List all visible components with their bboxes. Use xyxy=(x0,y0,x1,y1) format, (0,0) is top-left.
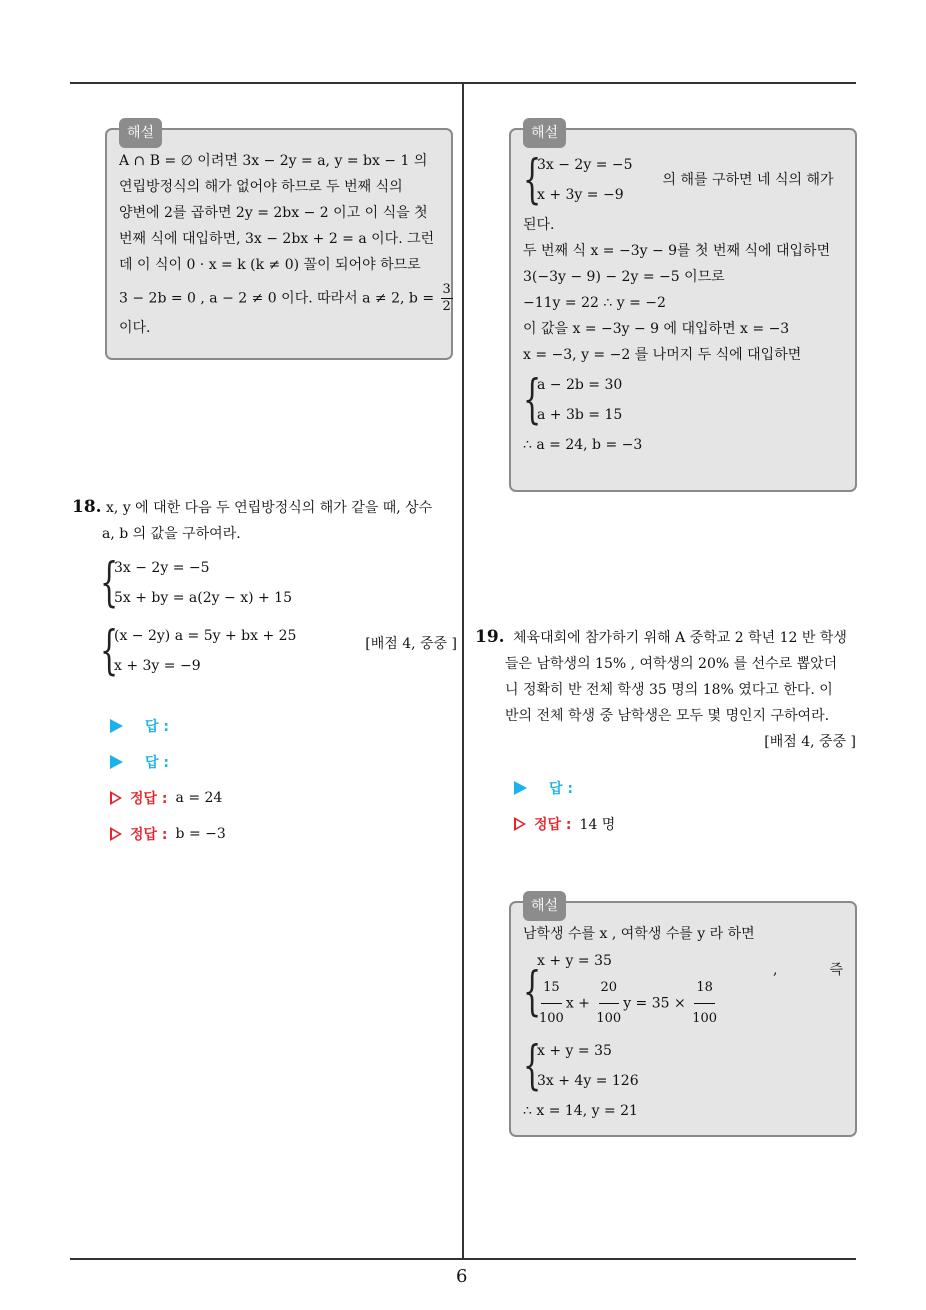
brace: { xyxy=(523,961,542,1022)
play-triangle-icon xyxy=(110,755,123,769)
frac-num: 15 xyxy=(541,973,562,1004)
brace: { xyxy=(523,370,542,430)
equation-part: x + xyxy=(565,995,590,1012)
correct-answer-row xyxy=(110,816,226,852)
correct-label: 정답 : xyxy=(534,817,572,833)
q19-answers xyxy=(514,770,615,842)
solution-line: 연립방정식의 해가 없어야 하므로 두 번째 식의 xyxy=(119,179,403,195)
equation-system xyxy=(523,949,843,1034)
answer-label: 답 : xyxy=(145,719,169,735)
correct-value: b = −3 xyxy=(175,826,226,842)
question-text: 반의 전체 학생 중 남학생은 모두 몇 명인지 구하여라. xyxy=(505,708,830,724)
correct-value: 14 명 xyxy=(579,817,616,833)
equation: a − 2b = 30 xyxy=(537,377,623,393)
play-triangle-icon xyxy=(110,719,123,733)
solution-line-prefix: 3 − 2b = 0 , a − 2 ≠ 0 이다. 따라서 a ≠ 2, b = xyxy=(119,290,435,307)
solution-line: 번째 식에 대입하면, 3x − 2bx + 2 = a 이다. 그런 xyxy=(119,231,435,247)
equation: 5x + by = a(2y − x) + 15 xyxy=(114,590,292,606)
fraction xyxy=(692,973,717,1034)
score-label: [배점 4, 중중 ] xyxy=(764,734,856,750)
solution-line: 두 번째 식 x = −3y − 9를 첫 번째 식에 대입하면 xyxy=(523,243,831,259)
brace: { xyxy=(523,1036,542,1096)
solution-line xyxy=(119,282,451,315)
solution-box-19 xyxy=(509,898,857,1137)
question-19 xyxy=(475,624,860,755)
answer-label: 답 : xyxy=(549,781,573,797)
comma: , xyxy=(773,962,778,978)
solution-line: −11y = 22 ∴ y = −2 xyxy=(523,295,666,311)
equation: x + y = 35 xyxy=(537,1043,612,1059)
frac-num: 18 xyxy=(694,973,715,1004)
outline-triangle-icon xyxy=(110,791,122,805)
correct-answer-row xyxy=(514,806,615,842)
correct-answer-row xyxy=(110,780,226,816)
equation: x + 3y = −9 xyxy=(537,187,624,203)
question-18 xyxy=(72,494,457,683)
frac-num: 20 xyxy=(599,973,620,1004)
q18-answers xyxy=(110,708,226,852)
correct-label: 정답 : xyxy=(130,791,168,807)
equation: 3x − 2y = −5 xyxy=(114,560,210,576)
fraction xyxy=(539,973,564,1034)
equation-system xyxy=(523,1036,843,1096)
score-label: [배점 4, 중중 ] xyxy=(365,636,457,652)
solution-tag: 해설 xyxy=(523,891,566,921)
brace: { xyxy=(100,553,119,613)
equation: x + y = 35 xyxy=(537,953,612,969)
equation: x + 3y = −9 xyxy=(114,658,201,674)
equation xyxy=(537,973,719,1034)
equation: (x − 2y) a = 5y + bx + 25 xyxy=(114,628,297,644)
outline-triangle-icon xyxy=(514,817,526,831)
play-triangle-icon xyxy=(514,781,527,795)
solution-line: 된다. xyxy=(523,217,555,233)
equation: a + 3b = 15 xyxy=(537,407,623,423)
equation: 3x − 2y = −5 xyxy=(537,157,633,173)
question-number: 18. xyxy=(72,497,102,517)
solution-line: 양변에 2를 곱하면 2y = 2bx − 2 이고 이 식을 첫 xyxy=(119,205,428,221)
solution-tag: 해설 xyxy=(119,118,162,148)
correct-label: 정답 : xyxy=(130,827,168,843)
frac-den: 100 xyxy=(539,1011,564,1026)
solution-line: x = −3, y = −2 를 나머지 두 식에 대입하면 xyxy=(523,347,802,363)
solution-line: 데 이 식이 0 · x = k (k ≠ 0) 꼴이 되어야 하므로 xyxy=(119,257,421,273)
equation-system xyxy=(523,370,843,430)
answer-row[interactable] xyxy=(514,770,615,806)
equation: 3x + 4y = 126 xyxy=(537,1073,639,1089)
solution-line: 3(−3y − 9) − 2y = −5 이므로 xyxy=(523,269,725,285)
equation-part: y = 35 × xyxy=(623,995,686,1012)
question-text: x, y 에 대한 다음 두 연립방정식의 해가 같을 때, 상수 xyxy=(106,500,433,516)
column-divider xyxy=(462,84,464,1258)
solution-line: 이다. xyxy=(119,320,151,336)
solution-result: ∴ x = 14, y = 21 xyxy=(523,1103,638,1119)
solution-box-17 xyxy=(105,125,453,360)
answer-label: 답 : xyxy=(145,755,169,771)
question-text: 들은 남학생의 15% , 여학생의 20% 를 선수로 뽑았더 xyxy=(505,656,838,672)
fraction xyxy=(596,973,621,1034)
frac-den: 100 xyxy=(692,1011,718,1026)
brace: { xyxy=(523,150,542,210)
outline-triangle-icon xyxy=(110,827,122,841)
frac-den: 2 xyxy=(442,299,451,314)
equation-system-2 xyxy=(100,621,457,681)
frac-num: 3 xyxy=(442,282,451,297)
solution-text: 의 해를 구하면 네 식의 해가 xyxy=(662,172,834,188)
question-text: 니 정확히 반 전체 학생 35 명의 18% 였다고 한다. 이 xyxy=(505,682,833,698)
equation-system xyxy=(523,150,843,210)
frac-den: 100 xyxy=(596,1011,622,1026)
bottom-rule xyxy=(70,1258,856,1260)
answer-row[interactable] xyxy=(110,708,226,744)
solution-box-18 xyxy=(509,125,857,492)
page-number: 6 xyxy=(456,1266,468,1287)
solution-result: ∴ a = 24, b = −3 xyxy=(523,437,643,453)
solution-tag: 해설 xyxy=(523,118,566,148)
solution-line: 이 값을 x = −3y − 9 에 대입하면 x = −3 xyxy=(523,321,790,337)
solution-line: 남학생 수를 x , 여학생 수를 y 라 하면 xyxy=(523,926,755,942)
brace: { xyxy=(100,621,119,681)
correct-value: a = 24 xyxy=(175,790,223,806)
question-text: a, b 의 값을 구하여라. xyxy=(102,526,241,542)
solution-line: A ∩ B = ∅ 이려면 3x − 2y = a, y = bx − 1 의 xyxy=(119,153,428,169)
answer-row[interactable] xyxy=(110,744,226,780)
equation-system-1 xyxy=(100,553,457,613)
question-text: 체육대회에 참가하기 위해 A 중학교 2 학년 12 반 학생 xyxy=(513,630,847,646)
fraction xyxy=(441,282,453,315)
solution-text: 즉 xyxy=(829,962,843,978)
question-number: 19. xyxy=(475,627,505,647)
